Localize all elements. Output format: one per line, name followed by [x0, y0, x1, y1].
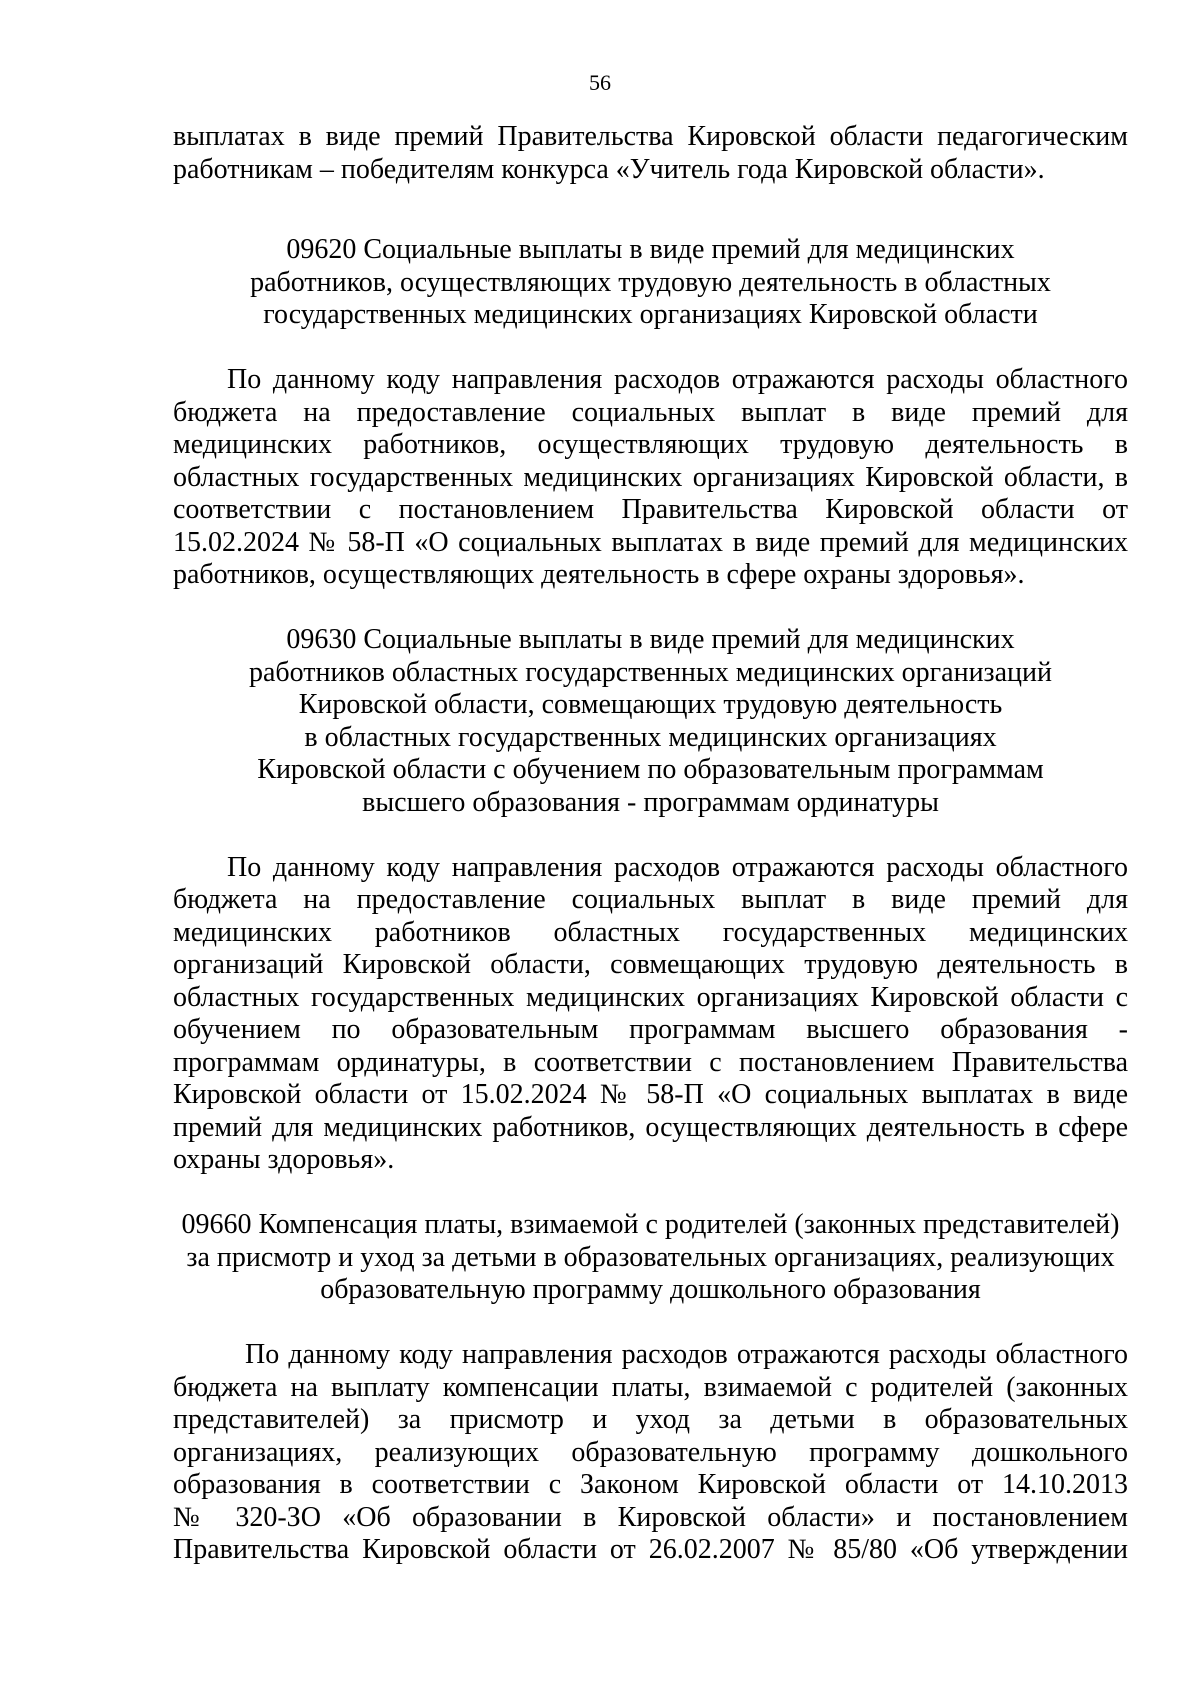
text-line: соответствии с постановлением Правительства Кировской области от: [173, 494, 1128, 525]
text-line: работникам – победителям конкурса «Учитель года Кировской области».: [173, 153, 1045, 185]
section-paragraph-09630: [173, 852, 1128, 1177]
heading-line: образовательную программу дошкольного образования: [320, 1274, 981, 1305]
text-line: обучением по образовательным программам высшего образования -: [173, 1014, 1128, 1045]
section-paragraph-09660: [173, 1339, 1128, 1567]
text-line: представителей) за присмотр и уход за детьми в образовательных: [173, 1404, 1128, 1435]
heading-line: за присмотр и уход за детьми в образовательных организациях, реализующих: [186, 1241, 1115, 1273]
text-line: областных государственных медицинских организациях Кировской области с: [173, 981, 1128, 1013]
intro-paragraph: [173, 121, 1128, 186]
spacer: [173, 1307, 1128, 1340]
heading-line: Кировской области, совмещающих трудовую деятельность: [298, 689, 1003, 720]
text-line: программам ординатуры, в соответствии с постановлением Правительства: [173, 1046, 1128, 1078]
text-line: бюджета на предоставление социальных выплат в виде премий для: [173, 396, 1128, 428]
section-heading-09620: [173, 234, 1128, 332]
heading-line: государственных медицинских организациях Кировской области: [263, 299, 1038, 330]
heading-line: работников областных государственных медицинских организаций: [248, 656, 1052, 688]
heading-line: работников, осуществляющих трудовую деятельность в областных: [250, 266, 1051, 298]
text-line: медицинских работников областных государственных медицинских: [173, 916, 1128, 948]
text-line: областных государственных медицинских организациях Кировской области, в: [173, 461, 1128, 493]
spacer: [173, 819, 1128, 852]
text-line: № 320-ЗО «Об образовании в Кировской области» и постановлением: [173, 1501, 1128, 1533]
text-line: работников, осуществляющих деятельность в сфере охраны здоровья».: [173, 559, 1025, 590]
spacer: [173, 1177, 1128, 1210]
text-line: Правительства Кировской области от 26.02.2007 № 85/80 «Об утверждении: [173, 1534, 1128, 1565]
spacer: [173, 332, 1128, 365]
spacer: [173, 210, 1128, 234]
section-paragraph-09620: [173, 364, 1128, 592]
text-line: выплатах в виде премий Правительства Кировской области педагогическим: [173, 121, 1128, 152]
heading-line: 09620 Социальные выплаты в виде премий для медицинских: [286, 234, 1015, 265]
text-line: организаций Кировской области, совмещающих трудовую деятельность в: [173, 949, 1128, 980]
spacer: [173, 592, 1128, 625]
heading-line: Кировской области с обучением по образовательным программам: [257, 754, 1044, 785]
section-heading-09630: [173, 624, 1128, 819]
text-line: Кировской области от 15.02.2024 № 58-П «О социальных выплатах в виде: [173, 1079, 1128, 1110]
text-line: бюджета на выплату компенсации платы, взимаемой с родителей (законных: [173, 1371, 1128, 1403]
text-line: По данному коду направления расходов отражаются расходы областного: [245, 1339, 1128, 1370]
heading-line: 09660 Компенсация платы, взимаемой с родителей (законных представителей): [181, 1209, 1120, 1240]
text-line: 15.02.2024 № 58-П «О социальных выплатах в виде премий для медицинских: [173, 526, 1128, 558]
text-line: охраны здоровья».: [173, 1144, 395, 1175]
text-line: образования в соответствии с Законом Кировской области от 14.10.2013: [173, 1469, 1128, 1500]
section-heading-09660: [173, 1209, 1128, 1307]
spacer: [173, 186, 1128, 210]
heading-line: в областных государственных медицинских организациях: [304, 721, 997, 753]
text-line: медицинских работников, осуществляющих трудовую деятельность в: [173, 429, 1128, 460]
text-line: По данному коду направления расходов отражаются расходы областного: [227, 851, 1128, 883]
page-content: [173, 121, 1128, 1567]
text-line: организациях, реализующих образовательную программу дошкольного: [173, 1436, 1128, 1468]
text-line: бюджета на предоставление социальных выплат в виде премий для: [173, 884, 1128, 915]
heading-line: высшего образования - программам ординатуры: [362, 786, 939, 818]
text-line: премий для медицинских работников, осуществляющих деятельность в сфере: [173, 1111, 1128, 1143]
page-number: 56: [589, 70, 611, 95]
heading-line: 09630 Социальные выплаты в виде премий для медицинских: [286, 624, 1015, 655]
text-line: По данному коду направления расходов отражаются расходы областного: [227, 364, 1128, 395]
